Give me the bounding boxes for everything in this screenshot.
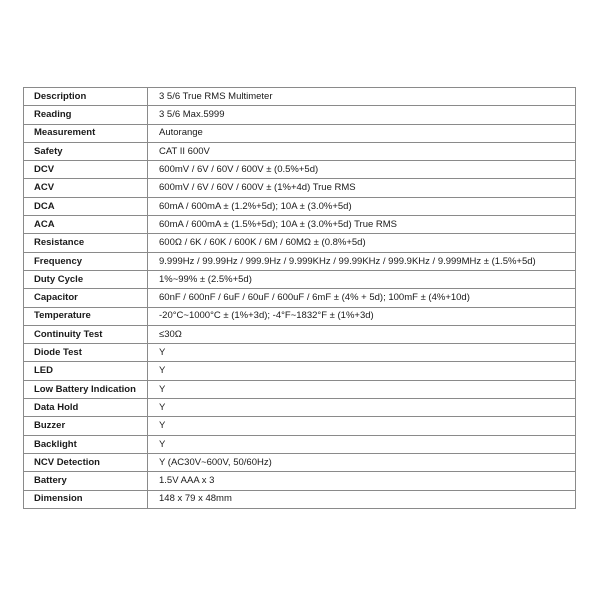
- spec-value: ≤30Ω: [148, 325, 576, 343]
- spec-value: 60nF / 600nF / 6uF / 60uF / 600uF / 6mF ± (4% + 5d); 100mF ± (4%+10d): [148, 289, 576, 307]
- spec-value: 600Ω / 6K / 60K / 600K / 6M / 60MΩ ± (0.8%+5d): [148, 234, 576, 252]
- spec-label: Data Hold: [24, 399, 148, 417]
- spec-label: Temperature: [24, 307, 148, 325]
- table-row: [24, 453, 576, 471]
- spec-value: Y: [148, 362, 576, 380]
- table-row: [24, 289, 576, 307]
- spec-value: Autorange: [148, 124, 576, 142]
- spec-label: Buzzer: [24, 417, 148, 435]
- spec-label: DCV: [24, 161, 148, 179]
- table-row: [24, 472, 576, 490]
- table-row: [24, 124, 576, 142]
- spec-value: 1.5V AAA x 3: [148, 472, 576, 490]
- spec-value: 3 5/6 True RMS Multimeter: [148, 88, 576, 106]
- spec-label: ACA: [24, 216, 148, 234]
- spec-label: Battery: [24, 472, 148, 490]
- spec-label: LED: [24, 362, 148, 380]
- spec-value: 9.999Hz / 99.99Hz / 999.9Hz / 9.999KHz / 99.99KHz / 999.9KHz / 9.999MHz ± (1.5%+5d): [148, 252, 576, 270]
- table-row: [24, 399, 576, 417]
- table-row: [24, 490, 576, 508]
- spec-value: 600mV / 6V / 60V / 600V ± (1%+4d) True RMS: [148, 179, 576, 197]
- table-row: [24, 325, 576, 343]
- table-row: [24, 380, 576, 398]
- table-row: [24, 106, 576, 124]
- spec-label: DCA: [24, 197, 148, 215]
- spec-value: 3 5/6 Max.5999: [148, 106, 576, 124]
- spec-label: Duty Cycle: [24, 270, 148, 288]
- spec-value: Y: [148, 417, 576, 435]
- spec-value: 60mA / 600mA ± (1.2%+5d); 10A ± (3.0%+5d): [148, 197, 576, 215]
- spec-value: Y: [148, 380, 576, 398]
- spec-label: Continuity Test: [24, 325, 148, 343]
- table-row: [24, 161, 576, 179]
- table-row: [24, 234, 576, 252]
- spec-value: 1%~99% ± (2.5%+5d): [148, 270, 576, 288]
- spec-label: Description: [24, 88, 148, 106]
- spec-value: -20°C~1000°C ± (1%+3d); -4°F~1832°F ± (1%+3d): [148, 307, 576, 325]
- spec-label: Low Battery Indication: [24, 380, 148, 398]
- table-row: [24, 270, 576, 288]
- table-row: [24, 179, 576, 197]
- table-row: [24, 88, 576, 106]
- table-row: [24, 307, 576, 325]
- spec-label: Dimension: [24, 490, 148, 508]
- spec-label: Frequency: [24, 252, 148, 270]
- table-row: [24, 142, 576, 160]
- spec-label: NCV Detection: [24, 453, 148, 471]
- table-row: [24, 197, 576, 215]
- spec-label: Capacitor: [24, 289, 148, 307]
- spec-label: Diode Test: [24, 344, 148, 362]
- spec-label: Reading: [24, 106, 148, 124]
- spec-table: [23, 87, 576, 509]
- spec-label: Backlight: [24, 435, 148, 453]
- spec-label: Resistance: [24, 234, 148, 252]
- spec-value: Y: [148, 399, 576, 417]
- spec-value: Y: [148, 344, 576, 362]
- table-row: [24, 362, 576, 380]
- spec-value: 600mV / 6V / 60V / 600V ± (0.5%+5d): [148, 161, 576, 179]
- spec-value: Y (AC30V~600V, 50/60Hz): [148, 453, 576, 471]
- spec-value: 148 x 79 x 48mm: [148, 490, 576, 508]
- spec-label: ACV: [24, 179, 148, 197]
- table-row: [24, 252, 576, 270]
- table-row: [24, 344, 576, 362]
- table-row: [24, 435, 576, 453]
- spec-label: Safety: [24, 142, 148, 160]
- spec-table-body: [24, 88, 576, 509]
- spec-value: 60mA / 600mA ± (1.5%+5d); 10A ± (3.0%+5d) True RMS: [148, 216, 576, 234]
- spec-value: Y: [148, 435, 576, 453]
- table-row: [24, 216, 576, 234]
- table-row: [24, 417, 576, 435]
- spec-label: Measurement: [24, 124, 148, 142]
- spec-value: CAT II 600V: [148, 142, 576, 160]
